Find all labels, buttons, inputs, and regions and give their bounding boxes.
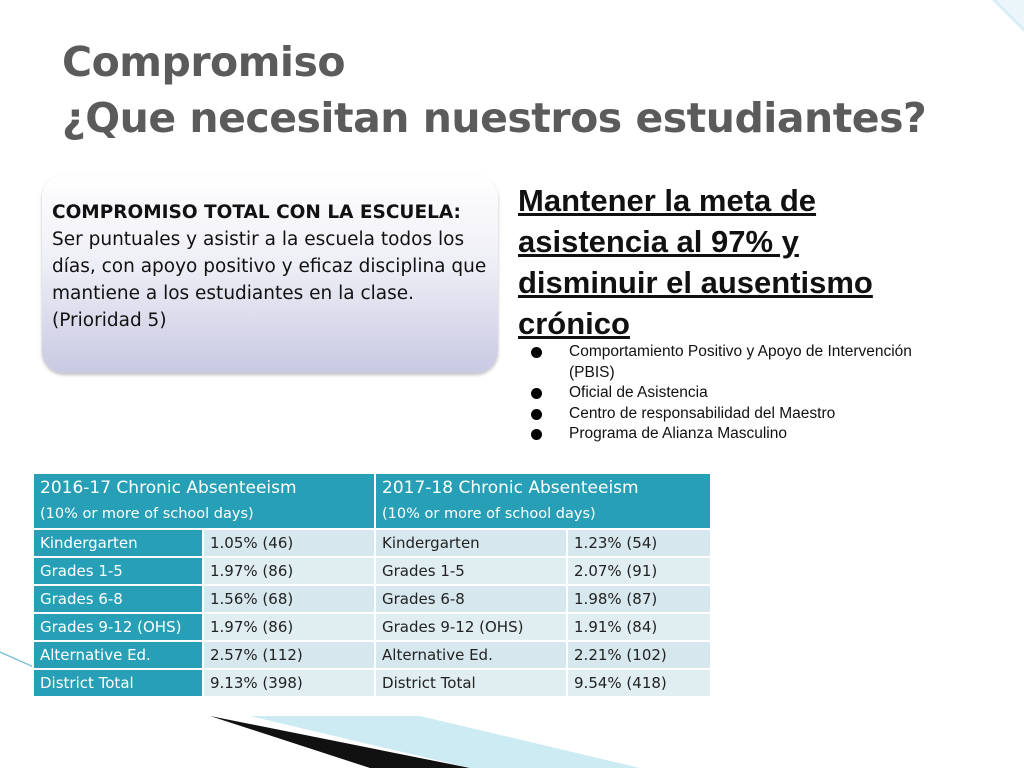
category-cell: District Total: [375, 669, 567, 697]
value-cell: 9.54% (418): [567, 669, 711, 697]
category-cell: Alternative Ed.: [33, 641, 203, 669]
value-cell: 1.97% (86): [203, 557, 375, 585]
header-subtitle: (10% or more of school days): [382, 506, 596, 522]
value-cell: 1.05% (46): [203, 529, 375, 557]
header-2017-18: [375, 473, 711, 529]
category-cell: Alternative Ed.: [375, 641, 567, 669]
table-header-row: [33, 473, 711, 529]
category-cell: Kindergarten: [33, 529, 203, 557]
category-cell: Grades 1-5: [375, 557, 567, 585]
category-cell: Kindergarten: [375, 529, 567, 557]
value-cell: 9.13% (398): [203, 669, 375, 697]
header-2016-17: [33, 473, 375, 529]
list-item: [528, 342, 958, 383]
title-line-2: ¿Que necesitan nuestros estudiantes?: [62, 94, 927, 142]
category-cell: Grades 1-5: [33, 557, 203, 585]
list-item-text: Comportamiento Positivo y Apoyo de Intervención (PBIS): [569, 343, 912, 381]
table-row: [33, 613, 711, 641]
table-row: [33, 557, 711, 585]
category-cell: District Total: [33, 669, 203, 697]
strategy-list: [528, 342, 958, 445]
list-item-text: Programa de Alianza Masculino: [569, 425, 787, 442]
value-cell: 1.23% (54): [567, 529, 711, 557]
list-item-text: Centro de responsabilidad del Maestro: [569, 404, 836, 422]
header-subtitle: (10% or more of school days): [40, 506, 254, 522]
bullet-icon: [531, 429, 542, 440]
list-item-text: Oficial de Asistencia: [569, 384, 708, 401]
goal-heading: Mantener la meta de asistencia al 97% y disminuir el ausentismo crónico: [518, 183, 873, 341]
list-item: [528, 404, 958, 425]
bullet-icon: [531, 409, 542, 420]
left-swoosh-line: [0, 652, 36, 668]
category-cell: Grades 9-12 (OHS): [375, 613, 567, 641]
bullet-icon: [531, 347, 542, 358]
value-cell: 1.97% (86): [203, 613, 375, 641]
title-line-1: Compromiso: [62, 38, 346, 86]
value-cell: 2.21% (102): [567, 641, 711, 669]
table-row: [33, 585, 711, 613]
commitment-box: [42, 175, 498, 373]
page-title: [62, 34, 926, 146]
value-cell: 2.57% (112): [203, 641, 375, 669]
category-cell: Grades 9-12 (OHS): [33, 613, 203, 641]
list-item: [528, 383, 958, 404]
category-cell: Grades 6-8: [375, 585, 567, 613]
value-cell: 1.91% (84): [567, 613, 711, 641]
value-cell: 1.98% (87): [567, 585, 711, 613]
bullet-icon: [531, 388, 542, 399]
commitment-heading: COMPROMISO TOTAL CON LA ESCUELA:: [52, 202, 461, 223]
commitment-text: [52, 199, 492, 334]
list-item: [528, 424, 958, 445]
table-row: [33, 529, 711, 557]
table-row: [33, 669, 711, 697]
header-title: 2017-18 Chronic Absenteeism: [382, 478, 639, 498]
commitment-body: Ser puntuales y asistir a la escuela todos los días, con apoyo positivo y eficaz disciplina que mantiene a los estudiantes en la clase. (Prioridad 5): [52, 229, 487, 331]
value-cell: 1.56% (68): [203, 585, 375, 613]
header-title: 2016-17 Chronic Absenteeism: [40, 478, 297, 498]
table-row: [33, 641, 711, 669]
absenteeism-table: [32, 472, 712, 698]
value-cell: 2.07% (91): [567, 557, 711, 585]
category-cell: Grades 6-8: [33, 585, 203, 613]
